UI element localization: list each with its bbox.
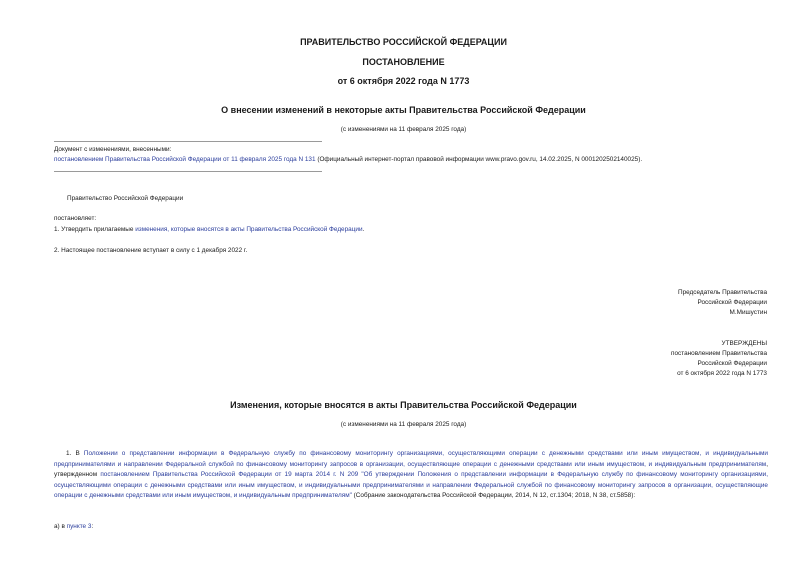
sub-a-suffix: :	[91, 523, 94, 530]
divider-bottom	[54, 171, 322, 172]
doc-title: О внесении изменений в некоторые акты Правительства Российской Федерации	[221, 105, 586, 115]
amendment-intro: Документ с изменениями, внесенными:	[54, 146, 172, 153]
item-2: 2. Настоящее постановление вступает в силу с 1 декабря 2022 г.	[54, 247, 248, 254]
signature-name: М.Мишустин	[729, 309, 767, 316]
approved-line-2: постановлением Правительства	[671, 350, 767, 357]
amendment-source: (Официальный интернет-портал правовой информации www.pravo.gov.ru, 14.02.2025, N 0001202502140025).	[315, 156, 643, 163]
header-org: ПРАВИТЕЛЬСТВО РОССИЙСКОЙ ФЕДЕРАЦИИ	[300, 37, 507, 47]
divider-top	[54, 141, 322, 142]
p1-regulation-link[interactable]: Положении о представлении информации в Федеральную службу по финансовому мониторингу организациями, осуществляющими операции с денежными средствами или иным имуществом, и индивидуальными предпринимателями и направлении Федеральной службой по финансовому мониторингу запросов в организации, осуществляющие операции с денежными средствами или иным имуществом, и индивидуальным предпринимателям	[54, 450, 768, 468]
item-1-prefix: 1. Утвердить прилагаемые	[54, 226, 136, 233]
changes-amended-note: (с изменениями на 11 февраля 2025 года)	[340, 421, 467, 428]
header-doc-type: ПОСТАНОВЛЕНИЕ	[362, 57, 445, 67]
p1-suffix: (Собрание законодательства Российской Федерации, 2014, N 12, ст.1304; 2018, N 38, ст.5858):	[351, 492, 636, 500]
approved-line-1: УТВЕРЖДЕНЫ	[721, 340, 767, 347]
approved-line-3: Российской Федерации	[697, 360, 767, 367]
signature-line-2: Российской Федерации	[697, 299, 767, 306]
p1-resolution-link[interactable]: постановлением Правительства Российской Федерации от 19 марта 2014 г. N 209 "Об утверждении Положения о представлении информации в Федеральную службу по финансовому мониторингу организациями, осуществляющими операции с денежными средствами или иным имуществом, и индивидуальными предпринимателями и направлении Федеральной службой по финансовому мониторингу запросов в организации, осуществляющие операции с денежными средствами или иным имуществом, и индивидуальным предпринимателям"	[54, 471, 768, 500]
changes-paragraph-1	[54, 449, 768, 502]
item-1-suffix: .	[362, 226, 365, 233]
header-date-number: от 6 октября 2022 года N 1773	[337, 76, 470, 86]
doc-amended-note: (с изменениями на 11 февраля 2025 года)	[340, 126, 467, 133]
amendment-line	[54, 156, 794, 163]
p1-prefix: 1. В	[66, 450, 84, 457]
signature-line-1: Председатель Правительства	[678, 289, 767, 296]
item-1-link[interactable]: изменения, которые вносятся в акты Правительства Российской Федерации	[135, 226, 363, 233]
issuer: Правительство Российской Федерации	[67, 195, 184, 202]
sub-a-link[interactable]: пункте 3	[66, 523, 92, 530]
sub-a-prefix: а) в	[54, 523, 67, 530]
amendment-link[interactable]: постановлением Правительства Российской Федерации от 11 февраля 2025 года N 131	[54, 156, 316, 163]
decides: постановляет:	[54, 215, 97, 222]
item-1	[54, 226, 364, 233]
approved-line-4: от 6 октября 2022 года N 1773	[677, 370, 767, 377]
p1-mid: , утвержденном	[54, 460, 768, 479]
sub-item-a	[54, 523, 93, 530]
changes-title: Изменения, которые вносятся в акты Правительства Российской Федерации	[230, 400, 577, 410]
